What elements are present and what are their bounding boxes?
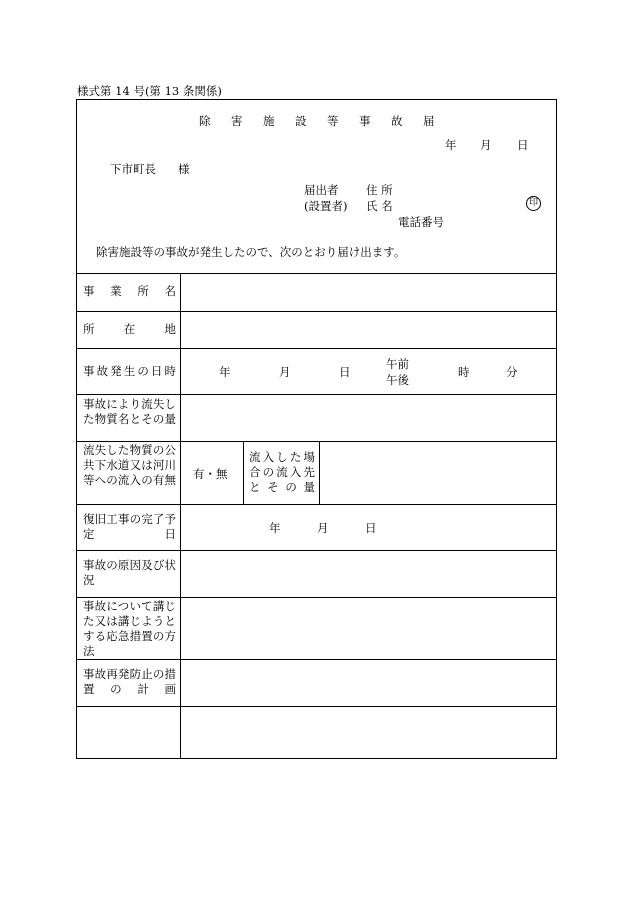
notifier-label: 届出者	[304, 183, 339, 197]
notification-form	[76, 99, 557, 759]
cause-field[interactable]	[181, 551, 556, 597]
inflow-destination-field[interactable]	[320, 442, 556, 504]
leaked-substance-field[interactable]	[181, 395, 556, 441]
restoration-day-label: 日	[365, 521, 377, 535]
statement-text: 除害施設等の事故が発生したので、次のとおり届け出ます。	[96, 245, 406, 259]
form-number: 様式第 14 号(第 13 条関係)	[77, 84, 222, 98]
blank-row-field[interactable]	[181, 707, 556, 758]
addressee-name: 下市町長	[110, 162, 156, 176]
occurrence-year-label: 年	[219, 365, 231, 379]
addressee-honorific: 様	[178, 162, 190, 176]
title-char: 除	[199, 114, 211, 128]
label-cause: 事故の原因及び状況	[83, 558, 176, 587]
occurrence-pm-label: 午後	[386, 373, 409, 387]
inflow-presence-option[interactable]: 有・無	[193, 467, 228, 481]
title-char: 故	[391, 114, 403, 128]
label-location: 所在地	[83, 322, 176, 336]
label-measures: 事故について講じた又は講じようとする応急措置の方法	[83, 599, 176, 658]
label-leaked-substance: 事故により流失した物質名とその量	[83, 397, 176, 426]
occurrence-hour-label: 時	[458, 365, 470, 379]
notifier-phone-label: 電話番号	[398, 215, 444, 229]
label-office-name: 事業所名	[83, 284, 176, 298]
label-occurrence-datetime: 事故発生の日時	[83, 364, 176, 378]
seal-icon: 印	[526, 196, 541, 211]
prevention-field[interactable]	[181, 660, 556, 706]
label-prevention: 事故再発防止の措置の計画	[83, 667, 176, 696]
occurrence-datetime-field[interactable]	[181, 349, 556, 394]
occurrence-am-label: 午前	[386, 357, 409, 371]
title-char: 届	[423, 114, 435, 128]
label-restoration-date: 復旧工事の完了予定日	[83, 512, 176, 541]
notifier-address-label: 住 所	[366, 183, 393, 197]
date-year-label: 年	[445, 138, 457, 152]
restoration-month-label: 月	[317, 521, 329, 535]
date-month-label: 月	[480, 138, 492, 152]
date-day-label: 日	[517, 138, 529, 152]
row-divider	[77, 504, 556, 505]
measures-field[interactable]	[181, 598, 556, 659]
title-char: 設	[295, 114, 307, 128]
occurrence-minute-label: 分	[506, 365, 518, 379]
occurrence-day-label: 日	[339, 365, 351, 379]
form-title	[199, 113, 455, 129]
inflow-column-divider	[243, 441, 244, 504]
notifier-label-sub: (設置者)	[304, 199, 348, 213]
office-name-field[interactable]	[181, 274, 556, 311]
location-field[interactable]	[181, 312, 556, 348]
restoration-year-label: 年	[269, 521, 281, 535]
title-char: 事	[359, 114, 371, 128]
title-char: 等	[327, 114, 339, 128]
occurrence-month-label: 月	[279, 365, 291, 379]
inflow-destination-label: 流入した場合の流入先とその量	[249, 450, 315, 494]
title-char: 害	[231, 114, 243, 128]
notifier-name-label: 氏 名	[366, 199, 393, 213]
label-inflow: 流失した物質の公共下水道又は河川等への流入の有無	[83, 443, 176, 487]
title-char: 施	[263, 114, 275, 128]
